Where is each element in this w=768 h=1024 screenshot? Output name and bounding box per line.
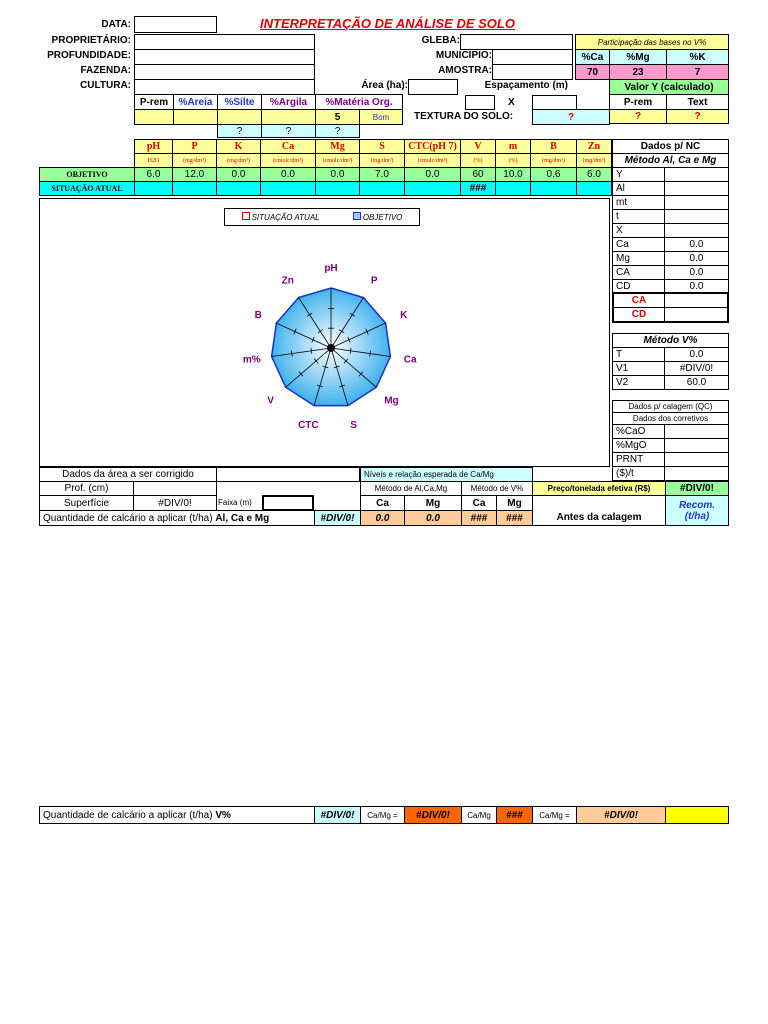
- header-mg-2: Mg: [496, 495, 533, 511]
- objetivo-label: OBJETIVO: [39, 167, 135, 182]
- objetivo-value: 0.0: [260, 167, 316, 182]
- antes-calagem: Antes da calagem: [532, 510, 666, 526]
- nc-value: [664, 195, 729, 210]
- municipio-field[interactable]: [492, 49, 573, 65]
- analysis-col-header: V: [460, 139, 496, 154]
- analysis-col-header: Ca: [260, 139, 316, 154]
- situacao-value: [404, 181, 461, 196]
- value-mg-1: 0.0: [404, 510, 462, 526]
- footer-value-4: #DIV/0!: [576, 806, 666, 824]
- superficie-value: #DIV/0!: [133, 495, 217, 511]
- analysis-unit: (%): [460, 153, 496, 168]
- nc-key: mt: [612, 195, 665, 210]
- corretivo-input[interactable]: [664, 452, 729, 467]
- label-espacamento: Espaçamento (m): [484, 80, 568, 91]
- analysis-unit: (%): [495, 153, 531, 168]
- data-field[interactable]: [134, 16, 217, 33]
- faixa-label: Faixa (m): [218, 498, 252, 507]
- nc-key: V2: [612, 375, 665, 390]
- objetivo-value: 6.0: [576, 167, 612, 182]
- gran-mo-class: Bom: [359, 109, 403, 125]
- valor-y-header: Valor Y (calculado): [609, 79, 729, 95]
- analysis-col-header: Mg: [315, 139, 360, 154]
- label-profundidade: PROFUNDIDADE:: [47, 50, 131, 61]
- situacao-value: [172, 181, 217, 196]
- radar-label-3: Ca: [403, 354, 417, 366]
- qc-header: Dados p/ calagem (QC): [612, 400, 729, 413]
- label-x: X: [508, 97, 515, 108]
- radar-label-7: V: [267, 395, 274, 407]
- gran-q-silte: ?: [217, 124, 262, 138]
- analysis-unit: (mg/dm³): [172, 153, 217, 168]
- situacao-value: [495, 181, 531, 196]
- gran-silte-input[interactable]: [217, 109, 262, 125]
- footer-value: #DIV/0!: [314, 806, 361, 824]
- nc-value: 0.0: [664, 347, 729, 362]
- bases-header: Participação das bases no V%: [575, 34, 729, 50]
- analysis-col-header: B: [530, 139, 577, 154]
- nc-header: Dados p/ NC: [612, 139, 729, 154]
- analysis-col-header: CTC(pH 7): [404, 139, 461, 154]
- nc-cd-red-val: [664, 307, 729, 323]
- metodo-v-header: Método de V%: [461, 481, 533, 496]
- nc-value: #DIV/0!: [664, 361, 729, 376]
- bases-col-mg: %Mg: [609, 49, 667, 65]
- analysis-unit: (cmolc/dm³): [315, 153, 360, 168]
- objetivo-value: 6.0: [134, 167, 173, 182]
- situacao-value: [576, 181, 612, 196]
- objetivo-value: 0.0: [315, 167, 360, 182]
- situacao-value: [216, 181, 261, 196]
- nc-value: 60.0: [664, 375, 729, 390]
- corretivo-key: PRNT: [612, 452, 665, 467]
- qtd-label: Quantidade de calcário a aplicar (t/ha) Al, Ca e Mg: [39, 510, 315, 526]
- situacao-value: [260, 181, 316, 196]
- corretivos-header: Dados dos corretivos: [612, 412, 729, 425]
- nc-key: X: [612, 223, 665, 238]
- analysis-unit: (cmolc/dm³): [260, 153, 316, 168]
- faixa-input[interactable]: [262, 495, 314, 511]
- corretivo-input[interactable]: [664, 466, 729, 481]
- gran-col-mo: %Matéria Org.: [315, 94, 403, 110]
- radar-label-6: CTC: [298, 419, 319, 431]
- nc-key: V1: [612, 361, 665, 376]
- analysis-unit: (mg/dm³): [530, 153, 577, 168]
- objetivo-value: 60: [460, 167, 496, 182]
- analysis-col-header: P: [172, 139, 217, 154]
- analysis-unit: (mg/dm³): [359, 153, 405, 168]
- bases-val-mg: 23: [609, 64, 667, 80]
- header-ca-1: Ca: [360, 495, 405, 511]
- preco-label: Preço/tonelada efetiva (R$): [532, 481, 666, 496]
- value-mg-2: ###: [496, 510, 533, 526]
- nc-key: CD: [612, 279, 665, 294]
- nc-metodo-v: Método V%: [612, 333, 729, 348]
- footer-yellow-cell: [665, 806, 729, 824]
- radar-label-2: K: [400, 309, 408, 321]
- area-blank-1: [216, 467, 360, 482]
- legend-situacao: SITUAÇÃO ATUAL: [242, 212, 320, 222]
- label-area: Área (ha):: [361, 80, 408, 91]
- objetivo-value: 0.6: [530, 167, 577, 182]
- proprietario-field[interactable]: [134, 34, 315, 50]
- objetivo-value: 7.0: [359, 167, 405, 182]
- gran-argila-input[interactable]: [261, 109, 316, 125]
- objetivo-value: 0.0: [216, 167, 261, 182]
- nc-value: [664, 167, 729, 182]
- area-field[interactable]: [408, 79, 458, 95]
- valor-y-col-prem: P-rem: [609, 94, 667, 110]
- footer-camg-1: Ca/Mg =: [360, 806, 405, 824]
- superficie-label: Superfície: [39, 495, 134, 511]
- valor-y-prem: ?: [609, 109, 667, 124]
- bases-val-ca: 70: [575, 64, 610, 80]
- label-cultura: CULTURA:: [80, 80, 131, 91]
- situacao-label: SITUAÇÃO ATUAL: [39, 181, 135, 196]
- metodo-al-header: Método de Al,Ca,Mg: [360, 481, 462, 496]
- label-municipio: MUNICÍPIO:: [435, 50, 492, 61]
- amostra-field[interactable]: [492, 64, 573, 80]
- gran-col-argila: %Argila: [261, 94, 316, 110]
- value-ca-1: 0.0: [360, 510, 405, 526]
- prof-label: Prof. (cm): [39, 481, 134, 496]
- chart-frame: [39, 198, 610, 467]
- preco-value: #DIV/0!: [665, 481, 729, 496]
- fazenda-field[interactable]: [134, 64, 315, 80]
- analysis-col-header: S: [359, 139, 405, 154]
- cultura-field[interactable]: [134, 79, 315, 95]
- situacao-value: [134, 181, 173, 196]
- analysis-unit: H2O: [134, 153, 173, 168]
- label-fazenda: FAZENDA:: [80, 65, 131, 76]
- footer-qtd-label: Quantidade de calcário a aplicar (t/ha) V%: [39, 806, 315, 824]
- analysis-unit: (cmolc/dm³): [404, 153, 461, 168]
- analysis-col-header: m: [495, 139, 531, 154]
- radar-chart: [40, 199, 609, 466]
- gran-prem-input[interactable]: [134, 109, 174, 125]
- nc-metodo-al: Método Al, Ca e Mg: [612, 153, 729, 168]
- espacamento-field-1[interactable]: [465, 95, 495, 110]
- analysis-col-header: K: [216, 139, 261, 154]
- gran-col-prem: P-rem: [134, 94, 174, 110]
- nc-value: 0.0: [664, 265, 729, 280]
- footer-camg-2: Ca/Mg: [461, 806, 497, 824]
- gran-q-argila: ?: [261, 124, 316, 138]
- bases-col-k: %K: [666, 49, 729, 65]
- gran-mo-value[interactable]: 5: [315, 109, 360, 125]
- nc-key: Ca: [612, 237, 665, 252]
- corretivo-input[interactable]: [664, 438, 729, 453]
- situacao-value: ###: [460, 181, 496, 196]
- nc-value: 0.0: [664, 251, 729, 266]
- gran-areia-input[interactable]: [173, 109, 218, 125]
- legend-objetivo: OBJETIVO: [353, 212, 403, 222]
- corretivo-key: %CaO: [612, 424, 665, 439]
- textura-value: ?: [532, 109, 610, 125]
- radar-label-10: Zn: [281, 275, 294, 287]
- nc-value: 0.0: [664, 237, 729, 252]
- nc-ca-red: CA: [612, 292, 665, 308]
- nc-key: t: [612, 209, 665, 224]
- gran-col-silte: %Silte: [217, 94, 262, 110]
- label-data: DATA:: [101, 19, 131, 30]
- objetivo-value: 12.0: [172, 167, 217, 182]
- nc-key: Mg: [612, 251, 665, 266]
- qtd-value: #DIV/0!: [314, 510, 361, 526]
- nc-value: [664, 223, 729, 238]
- radar-label-8: m%: [242, 354, 261, 366]
- radar-label-5: S: [350, 419, 357, 431]
- radar-label-1: P: [370, 275, 378, 287]
- label-gleba: GLEBA:: [421, 35, 460, 46]
- gleba-field[interactable]: [460, 34, 573, 50]
- analysis-unit: (mg/dm³): [216, 153, 261, 168]
- situacao-value: [315, 181, 360, 196]
- footer-value-3: ###: [496, 806, 533, 824]
- valor-y-text: ?: [666, 109, 729, 124]
- footer-value-2: #DIV/0!: [404, 806, 462, 824]
- analysis-col-header: pH: [134, 139, 173, 154]
- corretivo-key: ($)/t: [612, 466, 665, 481]
- header-ca-2: Ca: [461, 495, 497, 511]
- nc-value: 0.0: [664, 279, 729, 294]
- bases-col-ca: %Ca: [575, 49, 610, 65]
- situacao-value: [530, 181, 577, 196]
- radar-center: [327, 344, 335, 352]
- corretivo-input[interactable]: [664, 424, 729, 439]
- nc-value: [664, 209, 729, 224]
- label-amostra: AMOSTRA:: [438, 65, 492, 76]
- profundidade-field[interactable]: [134, 49, 315, 65]
- value-ca-2: ###: [461, 510, 497, 526]
- situacao-value: [359, 181, 405, 196]
- radar-label-9: B: [254, 309, 262, 321]
- footer-camg-3: Ca/Mg =: [532, 806, 577, 824]
- nc-value: [664, 181, 729, 196]
- gran-q-mo: ?: [315, 124, 360, 138]
- prof-input[interactable]: [133, 481, 217, 496]
- analysis-unit: (mg/dm³): [576, 153, 612, 168]
- bases-val-k: 7: [666, 64, 729, 80]
- objetivo-value: 10.0: [495, 167, 531, 182]
- corretivo-key: %MgO: [612, 438, 665, 453]
- area-title: Dados da área a ser corrigido: [39, 467, 217, 482]
- nc-key: T: [612, 347, 665, 362]
- nc-cd-red: CD: [612, 307, 665, 323]
- radar-label-0: pH: [324, 263, 338, 274]
- nc-ca-red-val: [664, 292, 729, 308]
- niveis-header: Níveis e relação esperada de Ca/Mg: [360, 467, 533, 482]
- nc-key: Al: [612, 181, 665, 196]
- analysis-col-header: Zn: [576, 139, 612, 154]
- radar-label-4: Mg: [384, 395, 399, 407]
- recom-label: Recom. (t/ha): [665, 495, 729, 526]
- label-textura: TEXTURA DO SOLO:: [414, 111, 514, 122]
- page-title: INTERPRETAÇÃO DE ANÁLISE DE SOLO: [260, 16, 515, 31]
- valor-y-col-text: Text: [666, 94, 729, 110]
- label-proprietario: PROPRIETÁRIO:: [51, 35, 131, 46]
- nc-key: Y: [612, 167, 665, 182]
- objetivo-value: 0.0: [404, 167, 461, 182]
- espacamento-field-2[interactable]: [532, 95, 577, 110]
- header-mg-1: Mg: [404, 495, 462, 511]
- gran-col-areia: %Areia: [173, 94, 218, 110]
- nc-key: CA: [612, 265, 665, 280]
